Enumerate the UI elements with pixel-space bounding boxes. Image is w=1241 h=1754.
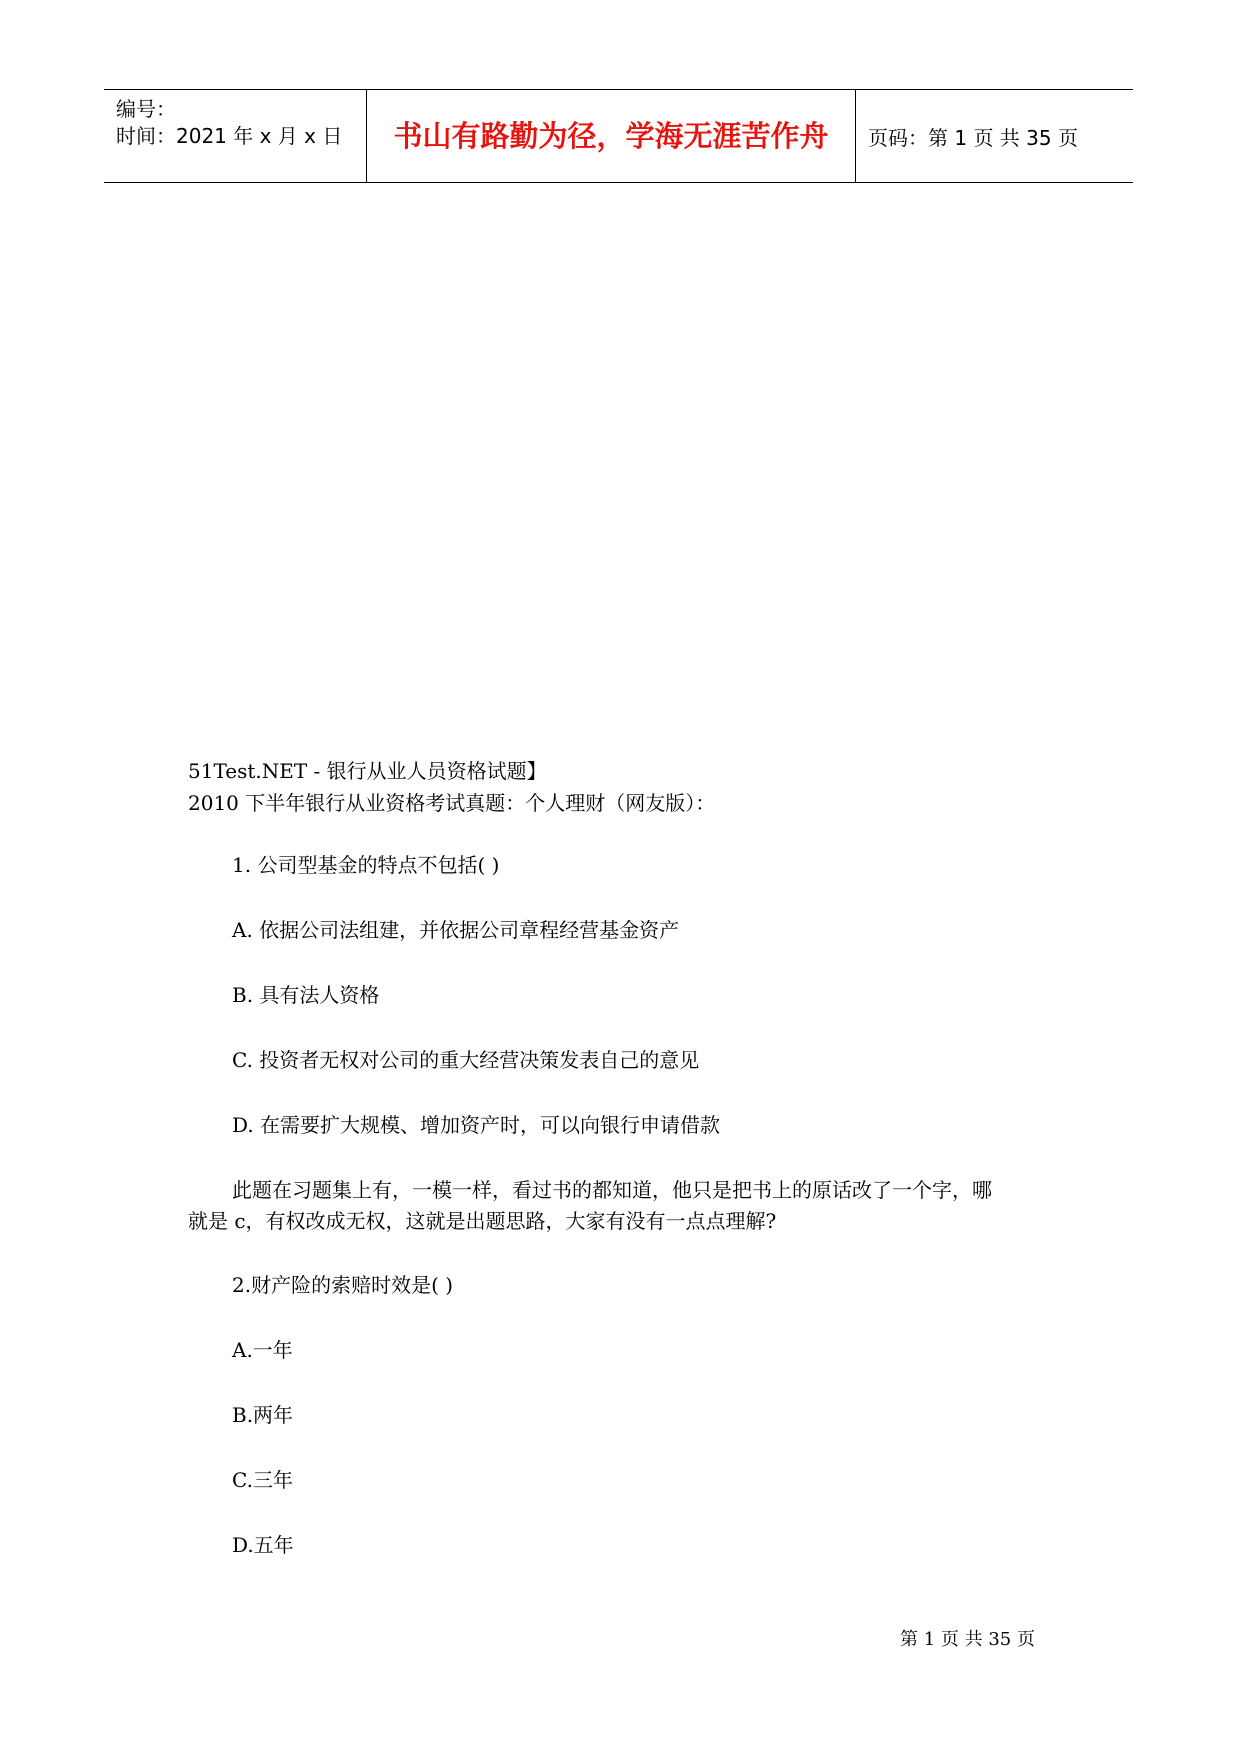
header-left-cell (104, 90, 367, 182)
header-page-info: 页码：第 1 页 共 35 页 (868, 126, 1078, 150)
document-header (104, 89, 1133, 183)
date-line: 时间：2021 年 x 月 x 日 (116, 124, 343, 148)
page-footer: 第 1 页 共 35 页 (900, 1629, 1035, 1650)
q2-option-a: A.一年 (232, 1338, 293, 1362)
q1-option-d: D. 在需要扩大规模、增加资产时，可以向银行申请借款 (232, 1113, 721, 1137)
source-line: 51Test.NET - 银行从业人员资格试题】 (188, 759, 547, 783)
exam-title: 2010 下半年银行从业资格考试真题：个人理财（网友版）： (188, 791, 716, 815)
header-middle-cell (367, 90, 856, 182)
q2-option-b: B.两年 (232, 1403, 294, 1427)
header-motto: 书山有路勤为径，学海无涯苦作舟 (393, 119, 829, 153)
q1-option-b: B. 具有法人资格 (232, 983, 380, 1007)
comment-line-2: 就是 c，有权改成无权，这就是出题思路，大家有没有一点点理解? (188, 1209, 777, 1233)
q1-option-a: A. 依据公司法组建，并依据公司章程经营基金资产 (232, 918, 680, 942)
q1-option-c: C. 投资者无权对公司的重大经营决策发表自己的意见 (232, 1048, 700, 1072)
question-1: 1. 公司型基金的特点不包括( ) (232, 853, 500, 877)
q2-option-c: C.三年 (232, 1468, 293, 1492)
header-right-cell (856, 90, 1133, 182)
q2-option-d: D.五年 (232, 1533, 294, 1557)
comment-line-1: 此题在习题集上有，一模一样，看过书的都知道，他只是把书上的原话改了一个字，哪 (232, 1178, 992, 1202)
serial-number-label: 编号： (116, 97, 176, 121)
question-2: 2.财产险的索赔时效是( ) (232, 1273, 454, 1297)
